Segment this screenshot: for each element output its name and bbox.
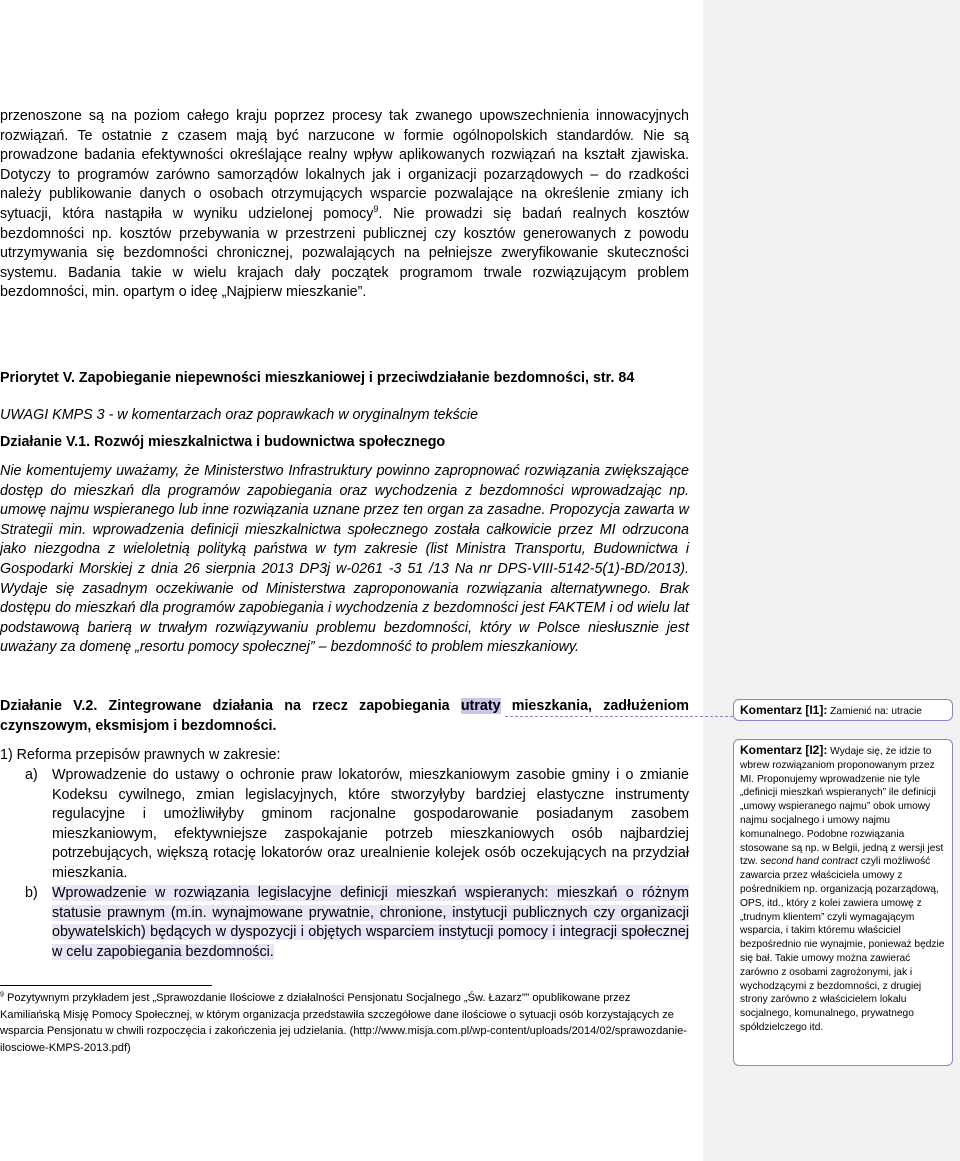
footnote-separator — [0, 985, 212, 986]
comment-text-italic: second hand contract — [760, 856, 858, 868]
comment-text-rest: czyli możliwość zawarcia przez właściciela umowy z pośrednikiem np. organizacją pozarządową, OPS, itd., który z kolei zawiera umowę z „trudnym klientem” czyli wymagającym wsparcia, i takim któremu właściciel bezpośrednio nie wynajmie, ponieważ będzie się bał. Takie umowy można zawierać zarówno z osobami zagrożonymi, jak i wychodzącymi z bezdomności, z drugiej strony zarówno z właścicielem lokalu socjalnego, komunalnego, prywatnego spółdzielczego itd. — [740, 856, 945, 1033]
comment-label: Komentarz [I1]: — [740, 703, 828, 717]
footnote-number: 9 — [0, 991, 4, 999]
paragraph-intro — [0, 107, 689, 303]
list-item-a — [0, 766, 689, 884]
comment-i1[interactable] — [733, 699, 953, 721]
paragraph-text-rest: . Nie prowadzi się badań realnych kosztów bezdomności np. kosztów przebywania w przestrzeni publicznej czy kosztów generowanych z powodu utrzymywania się bezdomności chronicznej, pozwalających na pełniejsze zweryfikowanie skuteczności systemu. Badania takie w wielu krajach dały początek programom trwale rozwiązującym problem bezdomności, min. opartym o ideę „Najpierw mieszkanie”. — [0, 205, 689, 301]
list-item-text — [52, 884, 689, 962]
footnote-ref[interactable]: 9 — [373, 204, 379, 215]
comment-connector-1 — [505, 716, 733, 717]
comment-text: Wydaje się, że idzie to wbrew rozwiązaniom proponowanym przez MI. Proponujemy wprowadzenie nie tyle „definicji mieszkań wspieranych” ile definicji „umowy wspieranego najmu” obok umowy najmu socjalnego i umowy najmu komunalnego. Podobne rozwiązania stosowane są np. w Belgii, jedną z wersji jest tzw. — [740, 746, 944, 868]
highlighted-text[interactable]: Wprowadzenie w rozwiązania legislacyjne definicji mieszkań wspieranych: mieszkań o różnym statusie prawnym (m.in. wynajmowane prywatnie, chronione, instytucji publicznych czy organizacji obywatelskich) będących w dyspozycji i objętych wsparciem instytucji pomocy i integracji społecznej w celu zapobiegania bezdomności. — [52, 885, 689, 960]
highlighted-word[interactable]: utraty — [460, 698, 501, 714]
footnote-text: Pozytywnym przykładem jest „Sprawozdanie Ilościowe z działalności Pensjonatu Socjalnego „Św. Łazarz”” opublikowane przez Kamiliańską Misję Pomocy Społecznej, w którym organizacja przedstawiła szczegółowe dane ilościowe o sytuacji osób korzystających ze wsparcia Pensjonatu w chwili rozpoczęcia i zakończenia jej udzielania. (http://www.misja.com.pl/wp-content/uploads/2014/02/sprawozdanie-ilosciowe-KMPS-2013.pdf) — [0, 992, 687, 1054]
list-label: a) — [25, 767, 38, 783]
list-label: b) — [25, 885, 38, 901]
list-item-text: Wprowadzenie do ustawy o ochronie praw lokatorów, mieszkaniowym zasobie gminy i o zmianie Kodeksu cywilnego, zmian legislacyjnych, które stworzyłyby bardziej elastyczne instrumenty regulacyjne i umożliwiłyby gminom racjonalne gospodarowanie posiadanym zasobem mieszkaniowym, efektywniejsze zaspokajanie potrzeb mieszkaniowych osób najbardziej potrzebujących, większą rotację lokatorów oraz urealnienie kolejek osób oczekujących na przydział mieszkania. — [52, 767, 689, 881]
italic-commentary: Nie komentujemy uważamy, że Ministerstwo Infrastruktury powinno zapropnować rozwiązania zwiększające dostęp do mieszkań dla programów zapobiegania oraz wychodzenia z bezdomności wprowadzając np. umowę najmu wspieranego lub inne rozwiązania uznane przez ten organ za zasadne. Propozycja zawarta w Strategii min. wprowadzenia definicji mieszkalnictwa społecznego została całkowicie przez MI odrzucona jako niezgodna z wieloletnią polityką państwa w tym zakresie (list Ministra Transportu, Budownictwa i Gospodarki Morskiej z dnia 26 sierpnia 2013 DP3j w-0261 -3 51 /13 Na nr DPS-VIII-5142-5(1)-BD/2013). Wydaje się zasadnym oczekiwanie od Ministerstwa zaproponowania rozwiązania alternatywnego. Brak dostępu do mieszkań dla programów zapobiegania i wychodzenia z bezdomności jest FAKTEM i od wielu lat podstawową barierą w trwałym rozwiązywaniu problemu bezdomności, który w Polsce niesłusznie jest uważany za domenę „resortu pomocy społecznej” – bezdomność to problem mieszkaniowy. — [0, 463, 689, 656]
dzialanie-v1-heading: Działanie V.1. Rozwój mieszkalnictwa i budownictwa społecznego — [0, 434, 446, 450]
list-item-b — [0, 884, 689, 964]
comment-label: Komentarz [I2]: — [740, 743, 828, 757]
priority-heading: Priorytet V. Zapobieganie niepewności mieszkaniowej i przeciwdziałanie bezdomności, str. 84 — [0, 370, 635, 386]
list-heading: 1) Reforma przepisów prawnych w zakresie: — [0, 747, 281, 763]
paragraph-text: przenoszone są na poziom całego kraju poprzez procesy tak zwanego upowszechnienia innowacyjnych rozwiązań. Te ostatnie z czasem mają być narzucone w formie ogólnopolskich standardów. Nie są prowadzone badania efektywności określające realny wpływ aplikowanych rozwiązań na kształt zjawiska. Dotyczy to programów zarówno samorządów lokalnych jak i organizacji pozarządowych – do rzadkości należy publikowanie danych o osobach otrzymujących wsparcie pozwalające na określenie zmiany ich sytuacji, która nastąpiła w wyniku udzielonej pomocy — [0, 108, 689, 222]
comment-text: Zamienić na: utracie — [827, 706, 922, 717]
uwagi-note: UWAGI KMPS 3 - w komentarzach oraz poprawkach w oryginalnym tekście — [0, 407, 479, 423]
comment-i2[interactable] — [733, 739, 953, 1066]
footnote — [0, 990, 690, 1056]
heading-text: Działanie V.2. Zintegrowane działania na rzecz zapobiegania — [0, 698, 461, 714]
heading-text-rest: mieszkania, zadłużeniom czynszowym, eksmisjom i bezdomności. — [0, 698, 689, 734]
